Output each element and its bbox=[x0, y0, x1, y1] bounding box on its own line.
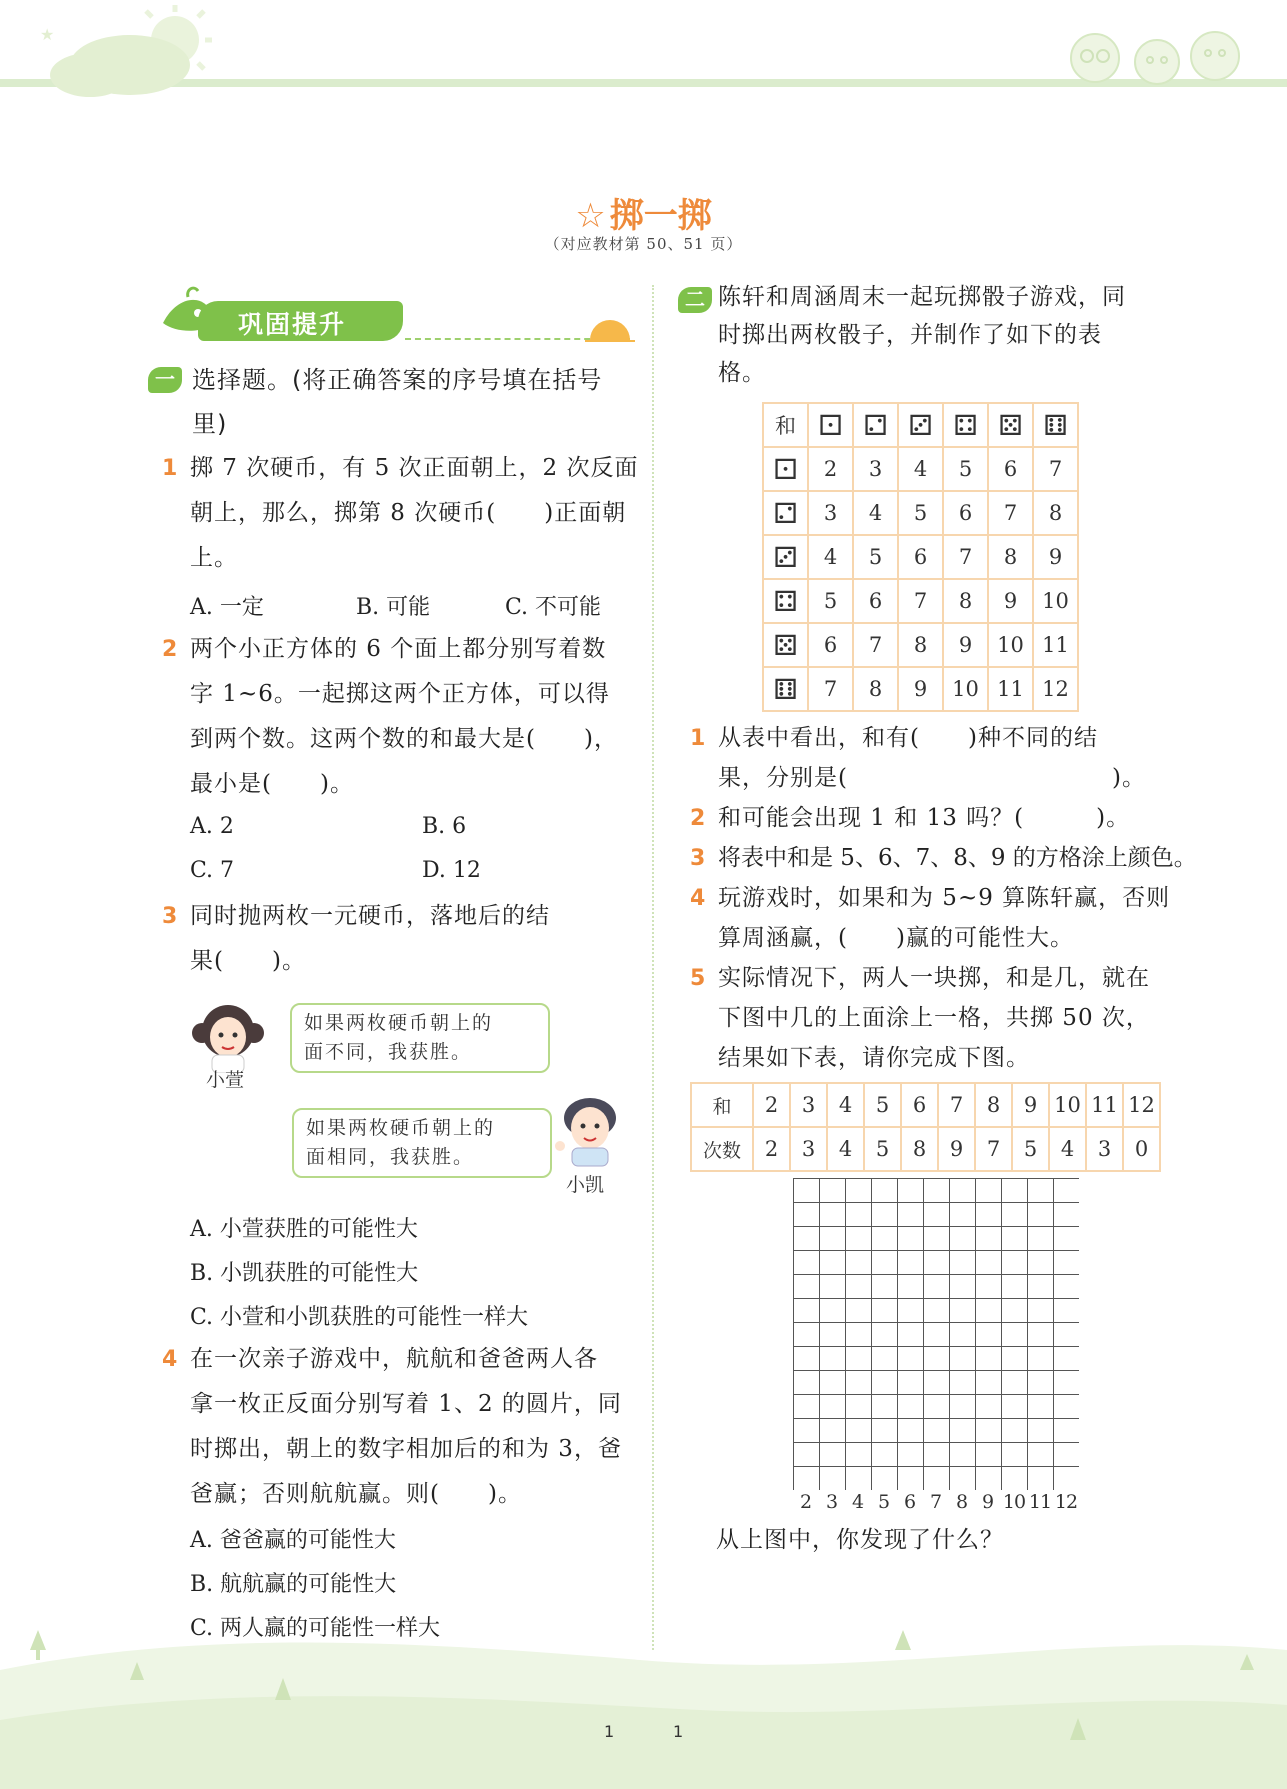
sunset-icon bbox=[585, 310, 635, 342]
dice-three-icon: ⚂ bbox=[898, 403, 943, 447]
table-row bbox=[763, 667, 1078, 711]
x-label: 8 bbox=[955, 1491, 969, 1513]
table-cell: 5 bbox=[1012, 1127, 1049, 1171]
count-table-label: 和 bbox=[691, 1083, 753, 1127]
table-cell: 10 bbox=[1049, 1083, 1086, 1127]
girl-name: 小萱 bbox=[206, 1069, 245, 1091]
x-label: 5 bbox=[877, 1491, 891, 1513]
q1-option-a[interactable]: A. 一定 bbox=[190, 595, 264, 620]
sun-cloud-decoration bbox=[20, 0, 220, 100]
x-label: 11 bbox=[1028, 1491, 1052, 1513]
r-q4-text: 玩游戏时，如果和为 5~9 算陈轩赢，否则 算周涵赢，( )赢的可能性大。 bbox=[718, 885, 1171, 951]
dice-five-icon: ⚄ bbox=[988, 403, 1033, 447]
r-q5-number: 5 bbox=[690, 966, 706, 991]
table-cell[interactable]: 6 bbox=[943, 491, 988, 535]
table-cell[interactable]: 4 bbox=[898, 447, 943, 491]
table-cell[interactable]: 8 bbox=[853, 667, 898, 711]
q3-option-b[interactable]: B. 小凯获胜的可能性大 bbox=[190, 1261, 419, 1286]
table-cell[interactable]: 8 bbox=[898, 623, 943, 667]
table-cell[interactable]: 5 bbox=[853, 535, 898, 579]
grid-x-labels bbox=[793, 1491, 1079, 1515]
animals-decoration bbox=[1055, 18, 1255, 88]
table-cell[interactable]: 9 bbox=[898, 667, 943, 711]
dice-two-icon: ⚁ bbox=[763, 491, 808, 535]
table-cell[interactable]: 6 bbox=[808, 623, 853, 667]
boy-name: 小凯 bbox=[566, 1174, 605, 1196]
x-label: 2 bbox=[799, 1491, 813, 1513]
girl-speech-bubble: 如果两枚硬币朝上的 面不同，我获胜。 bbox=[290, 1003, 550, 1073]
table-cell: 3 bbox=[790, 1127, 827, 1171]
table-cell[interactable]: 10 bbox=[1033, 579, 1078, 623]
table-row bbox=[763, 447, 1078, 491]
svg-text:★: ★ bbox=[40, 25, 55, 44]
table-cell: 11 bbox=[1086, 1083, 1123, 1127]
boy-speech-bubble: 如果两枚硬币朝上的 面相同，我获胜。 bbox=[292, 1108, 552, 1178]
table-cell[interactable]: 4 bbox=[808, 535, 853, 579]
table-cell: 3 bbox=[1086, 1127, 1123, 1171]
count-table-label: 次数 bbox=[691, 1127, 753, 1171]
table-cell: 9 bbox=[938, 1127, 975, 1171]
section1-heading: 选择题。(将正确答案的序号填在括号 里) bbox=[192, 366, 603, 438]
table-cell: 4 bbox=[1049, 1127, 1086, 1171]
table-cell[interactable]: 4 bbox=[853, 491, 898, 535]
table-cell: 8 bbox=[975, 1083, 1012, 1127]
x-label: 4 bbox=[851, 1491, 865, 1513]
q1-option-c[interactable]: C. 不可能 bbox=[505, 595, 602, 620]
q2-text: 两个小正方体的 6 个面上都分别写着数 字 1~6。一起掷这两个正方体，可以得 到两个数。这两个数的和最大是( )， 最小是( )。 bbox=[190, 636, 618, 797]
star-icon: ☆ bbox=[575, 196, 606, 236]
table-cell[interactable]: 10 bbox=[988, 623, 1033, 667]
table-cell: 6 bbox=[901, 1083, 938, 1127]
q1-text: 掷 7 次硬币，有 5 次正面朝上，2 次反面 朝上，那么，掷第 8 次硬币( )正面朝 上。 bbox=[190, 455, 639, 571]
table-cell[interactable]: 7 bbox=[943, 535, 988, 579]
dice-three-icon: ⚂ bbox=[763, 535, 808, 579]
table-cell[interactable]: 7 bbox=[988, 491, 1033, 535]
dice-six-icon: ⚅ bbox=[1033, 403, 1078, 447]
x-label: 3 bbox=[825, 1491, 839, 1513]
table-row bbox=[691, 1083, 1160, 1127]
q3-option-c[interactable]: C. 小萱和小凯获胜的可能性一样大 bbox=[190, 1305, 529, 1330]
banner-title: 巩固提升 bbox=[238, 310, 347, 339]
table-cell: 7 bbox=[975, 1127, 1012, 1171]
x-label: 6 bbox=[903, 1491, 917, 1513]
table-cell[interactable]: 8 bbox=[1033, 491, 1078, 535]
table-cell: 7 bbox=[938, 1083, 975, 1127]
table-cell[interactable]: 6 bbox=[898, 535, 943, 579]
r-q4-number: 4 bbox=[690, 886, 706, 911]
table-cell: 5 bbox=[864, 1083, 901, 1127]
page-title: ☆ 掷一掷 bbox=[575, 196, 712, 236]
q3-number: 3 bbox=[162, 904, 178, 929]
table-cell[interactable]: 9 bbox=[988, 579, 1033, 623]
dice-four-icon: ⚃ bbox=[943, 403, 988, 447]
table-cell: 12 bbox=[1123, 1083, 1160, 1127]
q3-option-a[interactable]: A. 小萱获胜的可能性大 bbox=[190, 1217, 418, 1242]
dice-one-icon: ⚀ bbox=[808, 403, 853, 447]
table-cell[interactable]: 9 bbox=[943, 623, 988, 667]
r-q2-text: 和可能会出现 1 和 13 吗？( )。 bbox=[718, 805, 1131, 831]
r-q1-text: 从表中看出，和有( )种不同的结 果，分别是( )。 bbox=[718, 725, 1146, 791]
page-subtitle: （对应教材第 50、51 页） bbox=[544, 235, 743, 253]
x-label: 7 bbox=[929, 1491, 943, 1513]
table-cell[interactable]: 5 bbox=[898, 491, 943, 535]
table-cell[interactable]: 8 bbox=[988, 535, 1033, 579]
q1-number: 1 bbox=[162, 456, 178, 481]
dice-six-icon: ⚅ bbox=[763, 667, 808, 711]
q4-text: 在一次亲子游戏中，航航和爸爸两人各 拿一枚正反面分别写着 1、2 的圆片，同 时掷出，朝上的数字相加后的和为 3，爸 爸赢；否则航航赢。则( )。 bbox=[190, 1346, 622, 1507]
table-cell[interactable]: 5 bbox=[943, 447, 988, 491]
table-cell[interactable]: 7 bbox=[808, 667, 853, 711]
blank-bar-grid[interactable] bbox=[793, 1178, 1079, 1490]
q3-text: 同时抛两枚一元硬币，落地后的结 果( )。 bbox=[190, 903, 550, 974]
table-cell[interactable]: 10 bbox=[943, 667, 988, 711]
final-question: 从上图中，你发现了什么？ bbox=[716, 1527, 1004, 1553]
page-number-left: 1 bbox=[604, 1722, 615, 1741]
x-label: 9 bbox=[981, 1491, 995, 1513]
table-row bbox=[763, 579, 1078, 623]
table-cell: 4 bbox=[827, 1083, 864, 1127]
r-q3-number: 3 bbox=[690, 846, 706, 871]
table-row bbox=[691, 1127, 1160, 1171]
table-cell[interactable]: 7 bbox=[1033, 447, 1078, 491]
table-row bbox=[763, 535, 1078, 579]
girl-avatar bbox=[188, 993, 268, 1073]
q2-option-a[interactable]: A. 2 bbox=[190, 814, 234, 839]
page-number-right: 1 bbox=[673, 1722, 684, 1741]
table-cell[interactable]: 2 bbox=[808, 447, 853, 491]
section2-text: 陈轩和周涵周末一起玩掷骰子游戏，同 时掷出两枚骰子，并制作了如下的表 格。 bbox=[718, 284, 1126, 386]
table-cell[interactable]: 9 bbox=[1033, 535, 1078, 579]
table-cell[interactable]: 7 bbox=[853, 623, 898, 667]
table-cell[interactable]: 6 bbox=[988, 447, 1033, 491]
table-cell: 8 bbox=[901, 1127, 938, 1171]
dice-one-icon: ⚀ bbox=[763, 447, 808, 491]
q4-option-c[interactable]: C. 两人赢的可能性一样大 bbox=[190, 1616, 441, 1641]
table-row bbox=[763, 623, 1078, 667]
table-cell[interactable]: 8 bbox=[943, 579, 988, 623]
r-q5-text: 实际情况下，两人一块掷，和是几，就在 下图中几的上面涂上一格，共掷 50 次， 结果如下表，请你完成下图。 bbox=[718, 965, 1150, 1071]
table-cell: 0 bbox=[1123, 1127, 1160, 1171]
q1-option-b[interactable]: B. 可能 bbox=[356, 595, 431, 620]
table-header-row bbox=[763, 403, 1078, 447]
section2-badge: 二 bbox=[678, 287, 712, 313]
r-q1-number: 1 bbox=[690, 726, 706, 751]
table-cell[interactable]: 5 bbox=[808, 579, 853, 623]
dice-sum-table bbox=[762, 402, 1079, 712]
boy-avatar bbox=[548, 1088, 628, 1168]
svg-text:★: ★ bbox=[55, 58, 68, 74]
table-cell: 4 bbox=[827, 1127, 864, 1171]
q4-option-a[interactable]: A. 爸爸赢的可能性大 bbox=[190, 1528, 396, 1553]
table-row bbox=[763, 491, 1078, 535]
r-q3-text: 将表中和是 5、6、7、8、9 的方格涂上颜色。 bbox=[718, 845, 1197, 871]
table-cell: 9 bbox=[1012, 1083, 1049, 1127]
dice-five-icon: ⚄ bbox=[763, 623, 808, 667]
q2-option-d[interactable]: D. 12 bbox=[422, 858, 481, 883]
table-cell: 2 bbox=[753, 1127, 790, 1171]
table-cell[interactable]: 12 bbox=[1033, 667, 1078, 711]
table-cell[interactable]: 11 bbox=[988, 667, 1033, 711]
table-cell[interactable]: 11 bbox=[1033, 623, 1078, 667]
dice-two-icon: ⚁ bbox=[853, 403, 898, 447]
table-cell: 2 bbox=[753, 1083, 790, 1127]
x-label: 10 bbox=[1002, 1491, 1026, 1513]
table-corner: 和 bbox=[763, 403, 808, 447]
q4-option-b[interactable]: B. 航航赢的可能性大 bbox=[190, 1572, 397, 1597]
dice-four-icon: ⚃ bbox=[763, 579, 808, 623]
section1-badge: 一 bbox=[148, 367, 182, 393]
q2-option-b[interactable]: B. 6 bbox=[422, 814, 467, 839]
column-divider bbox=[652, 285, 654, 1650]
r-q2-number: 2 bbox=[690, 806, 706, 831]
q2-option-c[interactable]: C. 7 bbox=[190, 858, 235, 883]
hills-decoration bbox=[0, 1610, 1287, 1789]
table-cell: 5 bbox=[864, 1127, 901, 1171]
table-cell[interactable]: 7 bbox=[898, 579, 943, 623]
throw-count-table bbox=[690, 1082, 1161, 1172]
table-cell[interactable]: 3 bbox=[808, 491, 853, 535]
q4-number: 4 bbox=[162, 1347, 178, 1372]
q2-number: 2 bbox=[162, 637, 178, 662]
table-cell: 3 bbox=[790, 1083, 827, 1127]
table-cell[interactable]: 6 bbox=[853, 579, 898, 623]
table-cell[interactable]: 3 bbox=[853, 447, 898, 491]
x-label: 12 bbox=[1054, 1491, 1078, 1513]
